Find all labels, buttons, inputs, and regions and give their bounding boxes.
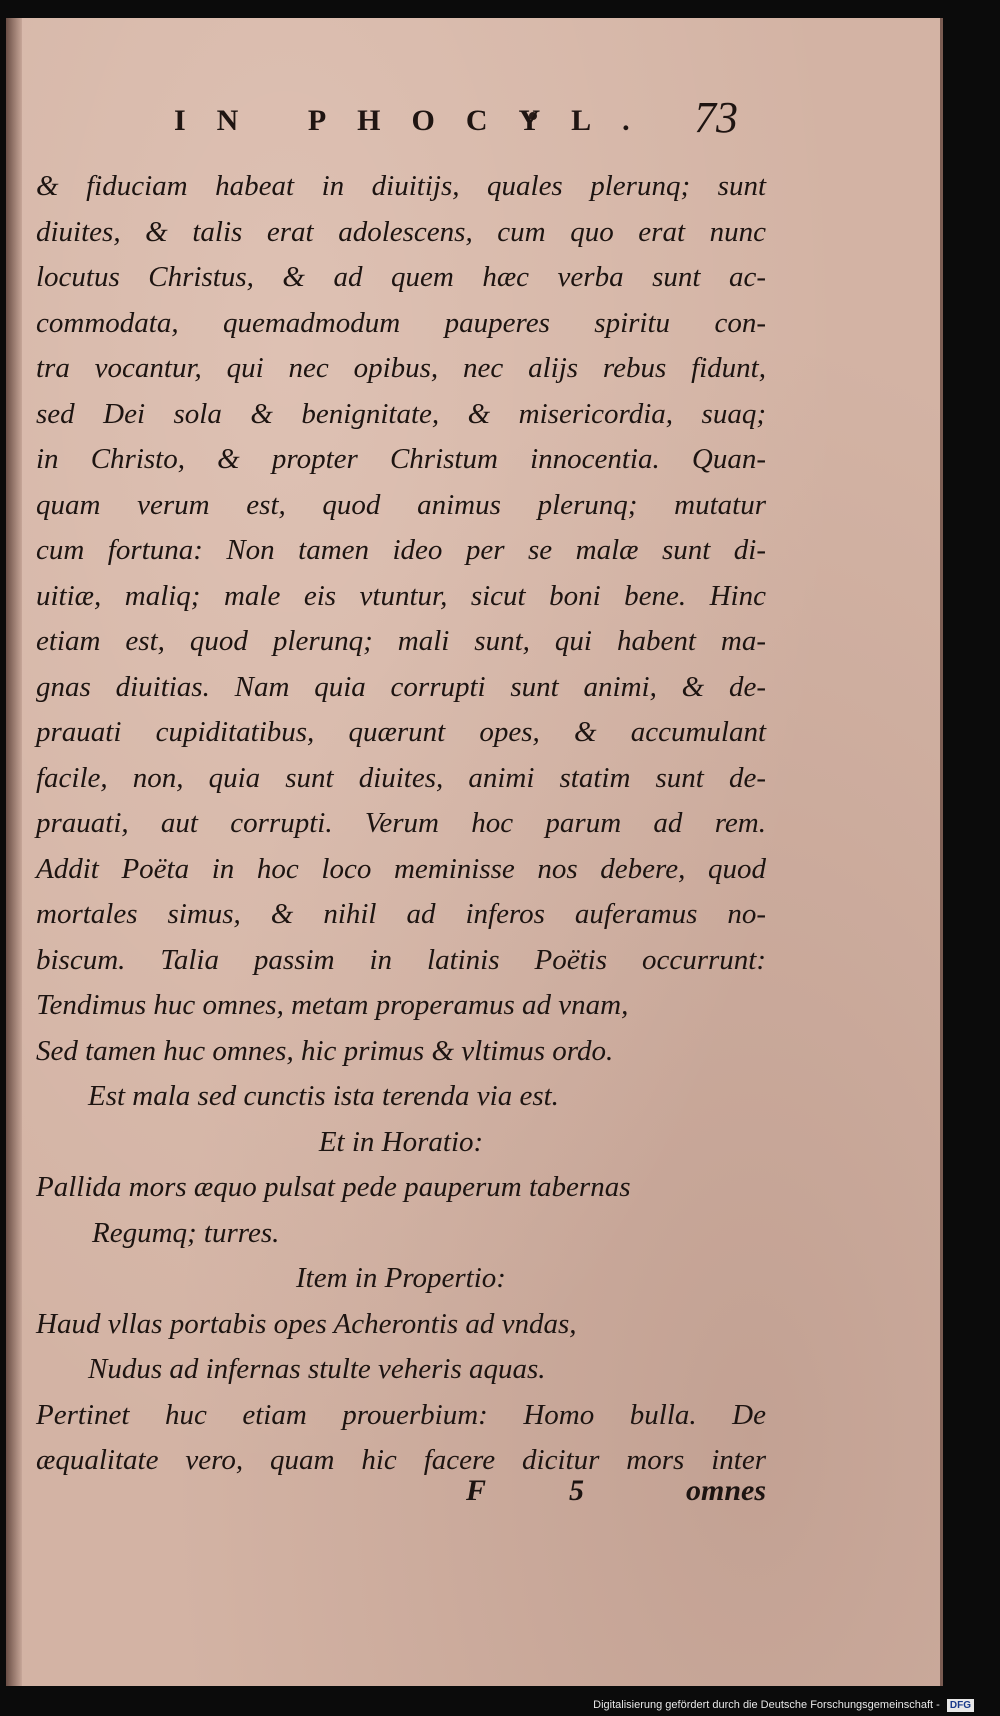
text-line: mortales simus, & nihil ad inferos auferamus no- [36, 898, 766, 930]
text-line: prauati cupiditatibus, quærunt opes, & accumulant [36, 716, 766, 748]
quote-heading-propertio: Item in Propertio: [296, 1262, 506, 1294]
credit-text: Digitalisierung gefördert durch die Deutsche Forschungsgemeinschaft - [593, 1699, 940, 1711]
verse-line: Sed tamen huc omnes, hic primus & vltimus ordo. [36, 1034, 614, 1067]
main-text [36, 164, 766, 1484]
digitization-credit [593, 1699, 974, 1712]
text-line: æqualitate vero, quam hic facere dicitur mors inter [36, 1444, 766, 1476]
book-page [6, 18, 943, 1686]
text-line: etiam est, quod plerunq; mali sunt, qui habent ma- [36, 625, 766, 657]
page-number: 73 [694, 93, 738, 142]
text-line: in Christo, & propter Christum innocentia. Quan- [36, 443, 766, 475]
page-footer [36, 1474, 766, 1524]
text-line: locutus Christus, & ad quem hæc verba sunt ac- [36, 261, 766, 293]
page-gutter [6, 18, 22, 1686]
text-line: Addit Poëta in hoc loco meminisse nos debere, quod [36, 852, 766, 885]
dfg-logo-icon: DFG [947, 1699, 974, 1712]
page-header [6, 88, 940, 148]
signature-mark: F 5 [466, 1474, 622, 1507]
verse-line: Haud vllas portabis opes Acherontis ad vndas, [36, 1307, 577, 1340]
verse-line: Pallida mors æquo pulsat pede pauperum tabernas [36, 1171, 631, 1203]
text-line: quam verum est, quod animus plerunq; mutatur [36, 488, 766, 521]
text-line: biscum. Talia passim in latinis Poëtis occurrunt: [36, 943, 766, 976]
verse-line: Tendimus huc omnes, metam properamus ad vnam, [36, 989, 629, 1021]
verse-line: Regumq; turres. [92, 1216, 280, 1249]
text-line: commodata, quemadmodum pauperes spiritu con- [36, 306, 766, 339]
text-line: gnas diuitias. Nam quia corrupti sunt animi, & de- [36, 670, 766, 703]
text-line: prauati, aut corrupti. Verum hoc parum ad rem. [36, 807, 766, 839]
text-line: cum fortuna: Non tamen ideo per se malæ sunt di- [36, 534, 766, 566]
text-line: tra vocantur, qui nec opibus, nec alijs rebus fidunt, [36, 352, 766, 384]
text-line: facile, non, quia sunt diuites, animi statim sunt de- [36, 761, 766, 794]
text-line: & fiduciam habeat in diuitijs, quales plerunq; sunt [36, 170, 766, 202]
text-line: uitiæ, maliq; male eis vtuntur, sicut boni bene. Hinc [36, 579, 766, 612]
quote-heading-horatio: Et in Horatio: [318, 1125, 484, 1158]
text-line: sed Dei sola & benignitate, & misericordia, suaq; [36, 397, 766, 430]
catchword: omnes [685, 1474, 766, 1507]
text-line: diuites, & talis erat adolescens, cum quo erat nunc [36, 215, 766, 248]
text-line: Pertinet huc etiam prouerbium: Homo bulla. De [36, 1398, 766, 1431]
verse-line: Nudus ad infernas stulte veheris aquas. [88, 1353, 546, 1385]
running-head: IN PHOCYL. [174, 104, 661, 137]
verse-line: Est mala sed cunctis ista terenda via est. [88, 1080, 559, 1112]
